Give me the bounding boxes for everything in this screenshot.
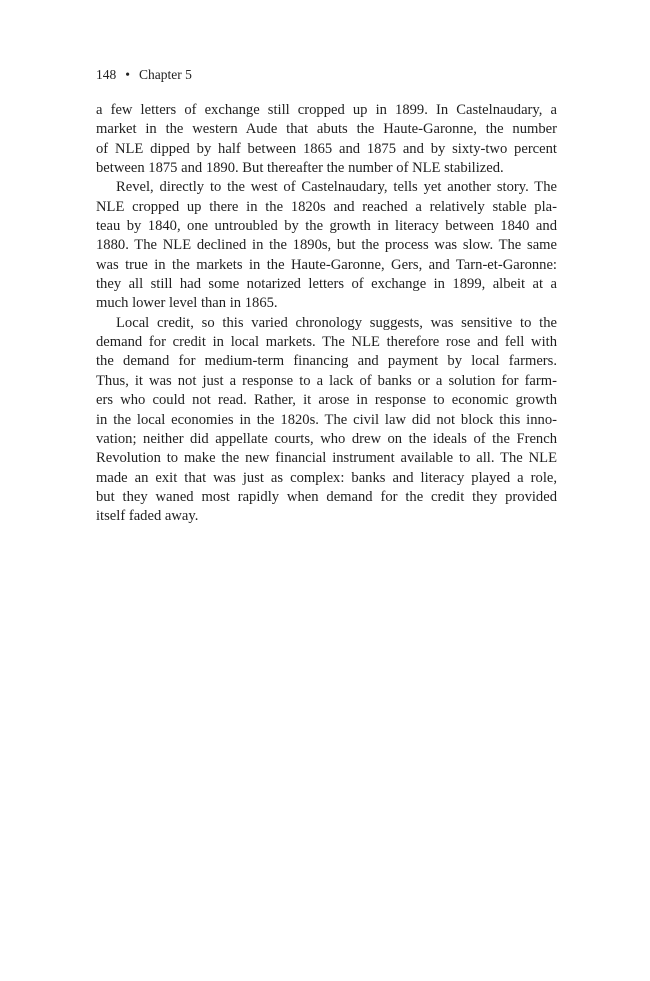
text-line: much lower level than in 1865. (96, 295, 278, 312)
text-line: 1880. The NLE declined in the 1890s, but the process was slow. The same (96, 237, 557, 254)
text-line: Revel, directly to the west of Castelnaudary, tells yet another story. The (116, 179, 557, 196)
text-line: NLE cropped up there in the 1820s and reached a relatively stable pla- (96, 198, 557, 215)
chapter-label: Chapter 5 (138, 67, 192, 82)
text-line: made an exit that was just as complex: banks and literacy played a role, (96, 469, 557, 486)
text-line: between 1875 and 1890. But thereafter the number of NLE stabilized. (96, 160, 504, 177)
text-line: but they waned most rapidly when demand for the credit they provided (96, 488, 557, 505)
separator-bullet: • (125, 67, 130, 82)
running-head (96, 66, 192, 84)
text-line: in the local economies in the 1820s. The civil law did not block this inno- (96, 411, 557, 428)
paragraph (96, 178, 557, 313)
page-number: 148 (96, 67, 117, 82)
text-line: the demand for medium-term financing and payment by local farmers. (96, 353, 557, 370)
paragraph (96, 101, 557, 178)
text-line: Thus, it was not just a response to a lack of banks or a solution for farm- (96, 372, 557, 389)
text-line: a few letters of exchange still cropped up in 1899. In Castelnaudary, a (96, 102, 557, 118)
text-line: Revolution to make the new financial instrument available to all. The NLE (96, 450, 557, 467)
text-line: demand for credit in local markets. The NLE therefore rose and fell with (96, 334, 557, 351)
text-line: of NLE dipped by half between 1865 and 1875 and by sixty-two percent (96, 140, 557, 157)
text-line: Local credit, so this varied chronology suggests, was sensitive to the (116, 314, 557, 331)
text-line: teau by 1840, one untroubled by the growth in literacy between 1840 and (96, 218, 557, 235)
text-line: ers who could not read. Rather, it arose in response to economic growth (96, 392, 557, 409)
text-line: market in the western Aude that abuts the Haute-Garonne, the number (96, 121, 557, 138)
text-line: itself faded away. (96, 508, 199, 525)
paragraph (96, 314, 557, 527)
text-line: was true in the markets in the Haute-Garonne, Gers, and Tarn-et-Garonne: (96, 256, 557, 273)
text-line: they all still had some notarized letters of exchange in 1899, albeit at a (96, 276, 557, 293)
body-text (96, 101, 557, 527)
text-line: vation; neither did appellate courts, who drew on the ideals of the French (96, 430, 557, 447)
